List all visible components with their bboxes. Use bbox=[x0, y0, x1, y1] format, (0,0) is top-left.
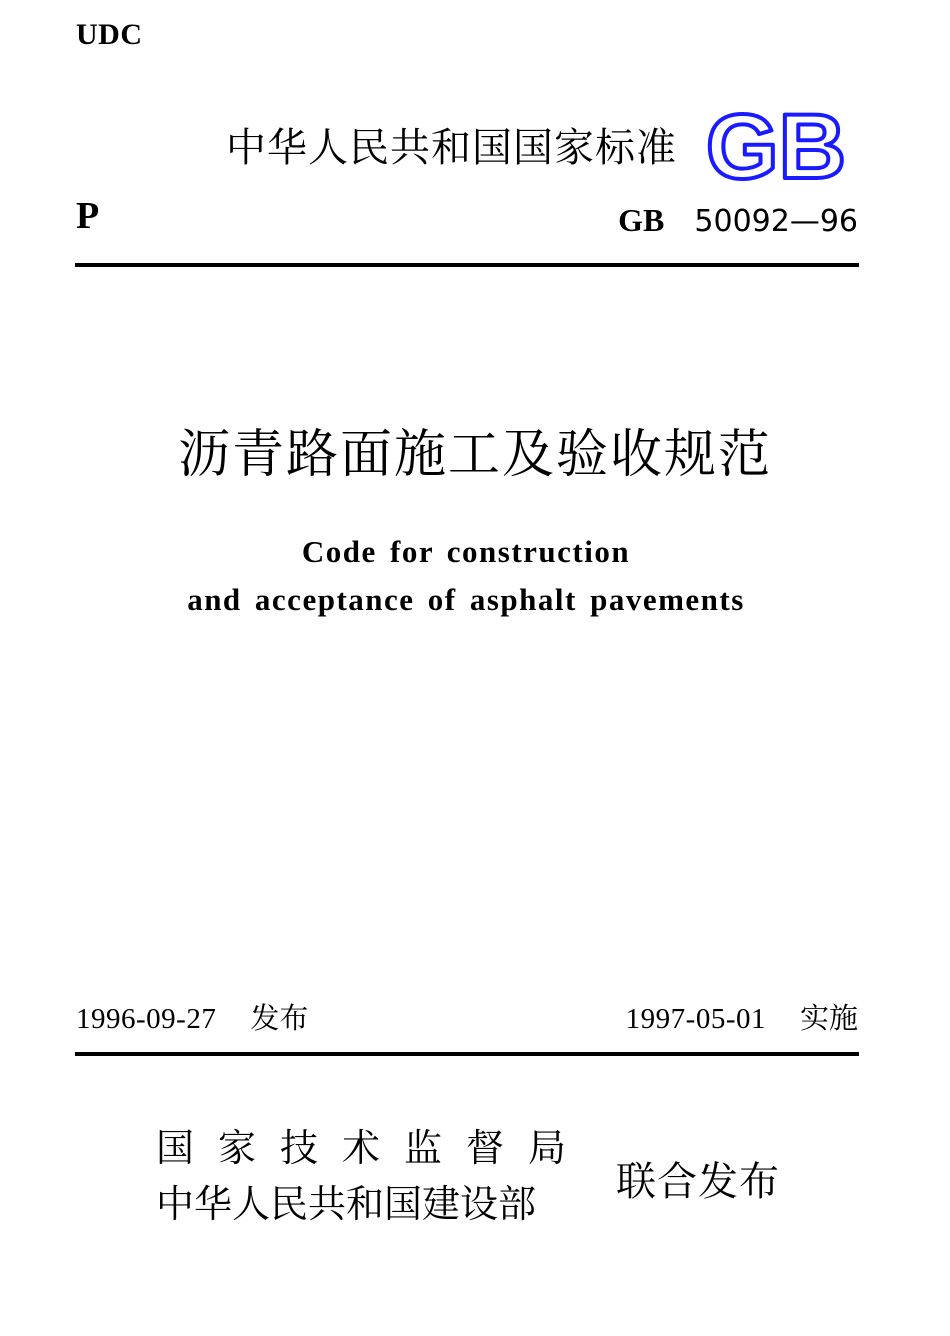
issuer-1: 国家技术监督局 bbox=[156, 1126, 591, 1170]
standard-type-heading: 中华人民共和国国家标准 bbox=[226, 125, 677, 171]
standard-code: 50092—96 bbox=[694, 204, 858, 239]
issue-date-block bbox=[76, 996, 308, 1037]
issue-label: 发布 bbox=[250, 1001, 309, 1035]
implementation-date-block bbox=[626, 996, 858, 1037]
implementation-date: 1997-05-01 bbox=[625, 1003, 766, 1035]
standard-number bbox=[618, 204, 858, 237]
category-code: P bbox=[76, 195, 100, 237]
bottom-rule bbox=[75, 1052, 859, 1056]
issuing-organizations bbox=[156, 1120, 590, 1232]
issuer-2: 中华人民共和国建设部 bbox=[156, 1182, 537, 1226]
implementation-label: 实施 bbox=[799, 1001, 858, 1035]
english-title bbox=[0, 528, 932, 624]
gb-logo bbox=[706, 104, 848, 188]
english-title-line-2: and acceptance of asphalt pavements bbox=[187, 582, 745, 617]
joint-issue-label: 联合发布 bbox=[616, 1159, 780, 1205]
standard-prefix: GB bbox=[618, 202, 665, 238]
udc-label: UDC bbox=[76, 18, 143, 51]
issue-date: 1996-09-27 bbox=[76, 1003, 217, 1035]
top-rule bbox=[75, 263, 859, 267]
chinese-title: 沥青路面施工及验收规范 bbox=[177, 425, 772, 485]
gb-logo-text: GB bbox=[706, 104, 846, 188]
english-title-line-1: Code for construction bbox=[301, 534, 631, 569]
